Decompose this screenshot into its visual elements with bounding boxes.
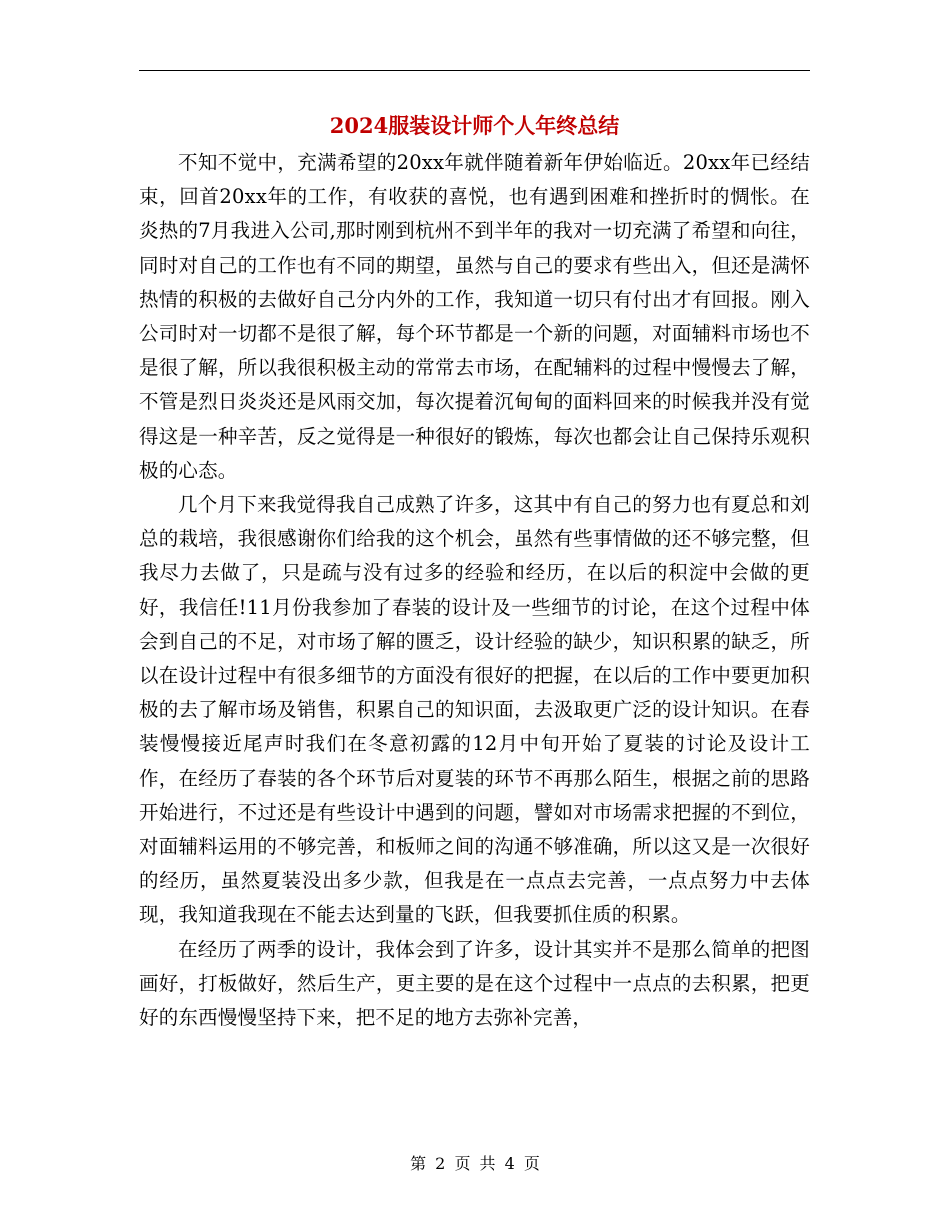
paragraph: 不知不觉中，充满希望的20xx年就伴随着新年伊始临近。20xx年已经结束，回首20xx年的工作，有收获的喜悦，也有遇到困难和挫折时的惆怅。在炎热的7月我进入公司,那时刚到杭州不到半年的我对一切充满了希望和向往，同时对自己的工作也有不同的期望，虽然与自己的要求有些出入，但还是满怀热情的积极的去做好自己分内外的工作，我知道一切只有付出才有回报。刚入公司时对一切都不是很了解，每个环节都是一个新的问题，对面辅料市场也不是很了解，所以我很积极主动的常常去市场，在配辅料的过程中慢慢去了解，不管是烈日炎炎还是风雨交加，每次提着沉甸甸的面料回来的时候我并没有觉得这是一种辛苦，反之觉得是一种很好的锻炼，每次也都会让自己保持乐观积极的心态。 bbox=[139, 151, 810, 482]
header-rule bbox=[139, 70, 810, 71]
document-body bbox=[139, 146, 810, 1035]
paragraph: 在经历了两季的设计，我体会到了许多，设计其实并不是那么简单的把图画好，打板做好，然后生产，更主要的是在这个过程中一点点的去积累，把更好的东西慢慢坚持下来，把不足的地方去弥补完善， bbox=[139, 937, 810, 1030]
page-number: 第 2 页 共 4 页 bbox=[410, 1154, 540, 1173]
paragraph: 几个月下来我觉得我自己成熟了许多，这其中有自己的努力也有夏总和刘总的栽培，我很感谢你们给我的这个机会，虽然有些事情做的还不够完整，但我尽力去做了，只是疏与没有过多的经验和经历，在以后的积淀中会做的更好，我信任!11月份我参加了春装的设计及一些细节的讨论，在这个过程中体会到自己的不足，对市场了解的匮乏，设计经验的缺少，知识积累的缺乏，所以在设计过程中有很多细节的方面没有很好的把握，在以后的工作中要更加积极的去了解市场及销售，积累自己的知识面，去汲取更广泛的设计知识。在春装慢慢接近尾声时我们在冬意初露的12月中旬开始了夏装的讨论及设计工作，在经历了春装的各个环节后对夏装的环节不再那么陌生，根据之前的思路开始进行，不过还是有些设计中遇到的问题，譬如对市场需求把握的不到位，对面辅料运用的不够完善，和板师之间的沟通不够准确，所以这又是一次很好的经历，虽然夏装没出多少款，但我是在一点点去完善，一点点努力中去体现，我知道我现在不能去达到量的飞跃，但我要抓住质的积累。 bbox=[139, 493, 810, 927]
document-title: 2024服装设计师个人年终总结 bbox=[329, 113, 620, 138]
